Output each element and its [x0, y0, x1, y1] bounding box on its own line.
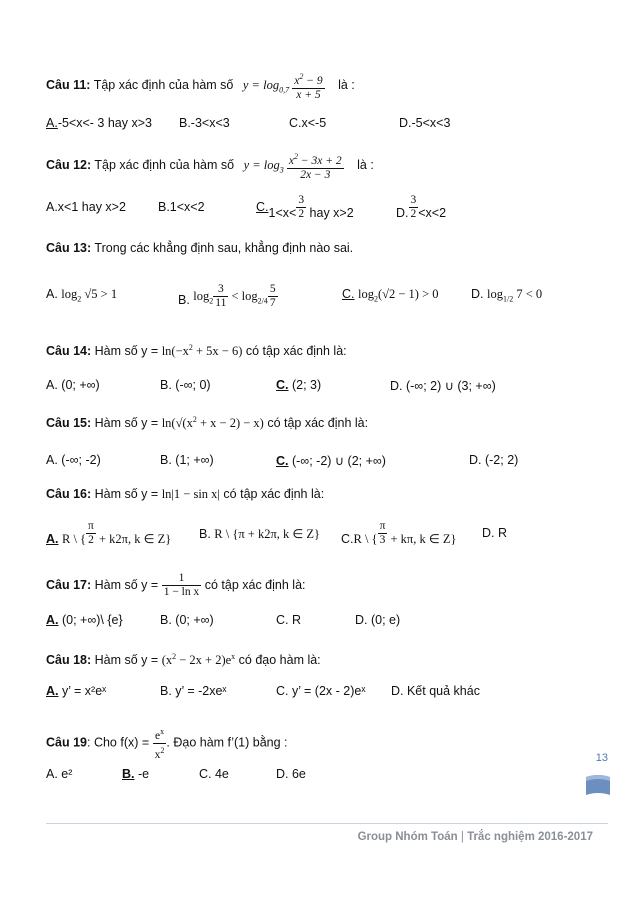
math-expression: $y = \log_3$ $\frac{x^2 - 3x + 2}{2x - 3}$ — [243, 152, 342, 181]
question-text: Trong các khẳng định sau, khẳng định nào sai. — [94, 241, 354, 255]
option-a[interactable]: A. R \ { $\frac{\pi}{2}$ + k2π, k ∈ Z} — [46, 520, 172, 546]
question-after: có tập xác định là: — [245, 344, 347, 359]
question-19 — [46, 725, 288, 762]
option-b[interactable]: B. R \ {π + k2π, k ∈ Z} — [199, 527, 321, 541]
option-c[interactable]: C. R — [276, 613, 301, 627]
question-text: Hàm số y = — [94, 577, 159, 592]
math-expression: $y = \log_{0,7}$ $\frac{x^2 - 9}{x + 5}$ — [242, 72, 323, 101]
option-b[interactable]: B.-3<x<3 — [179, 116, 230, 130]
question-18 — [46, 649, 321, 668]
option-d[interactable]: D. $\frac{3}{2}$ <x<2 — [396, 194, 447, 220]
question-text: Hàm số y = — [94, 416, 159, 431]
question-label: Câu 14: — [46, 344, 92, 359]
question-after: có tập xác định là: — [267, 416, 369, 431]
option-b[interactable]: B. y’ = -2xeˣ — [160, 684, 227, 698]
option-b[interactable]: B. (-∞; 0) — [160, 378, 211, 392]
question-label: Câu 13: — [46, 241, 92, 255]
option-c[interactable]: C. y’ = (2x - 2)eˣ — [276, 684, 366, 698]
question-label: Câu 16: — [46, 487, 92, 501]
option-a[interactable]: A. (0; +∞)\ {e} — [46, 613, 123, 627]
option-b[interactable]: B. $\log_2$ $\frac{3}{11}$ < $\log_{2/4}$ $\frac{5}{7}$ — [178, 283, 276, 309]
option-b[interactable]: B. (0; +∞) — [160, 613, 214, 627]
math-expression: $\frac{e^x}{x^2}$ — [154, 727, 165, 761]
option-a[interactable]: A. (-∞; -2) — [46, 453, 101, 467]
option-d[interactable]: D. R — [482, 526, 507, 540]
math-expression: $\ln(√(x^2 + x - 2) - x)$ — [161, 415, 264, 431]
question-label: Câu 17: — [46, 577, 92, 592]
option-a[interactable]: A. $\log_2 √5 > 1$ — [46, 287, 118, 304]
footer — [358, 831, 593, 843]
question-15 — [46, 412, 368, 431]
question-14 — [46, 340, 347, 359]
page-tab-icon — [584, 773, 612, 797]
question-after: có đạo hàm là: — [238, 653, 321, 668]
question-text: Hàm số y = — [94, 487, 159, 501]
question-text: Hàm số y = — [94, 653, 159, 668]
footer-title: Trắc nghiệm 2016-2017 — [467, 831, 593, 843]
question-label: Câu 11: — [46, 77, 91, 92]
option-a[interactable]: A.-5<x<- 3 hay x>3 — [46, 116, 152, 130]
page-number: 13 — [595, 752, 608, 764]
footer-group: Group Nhóm Toán — [357, 831, 458, 843]
question-11 — [46, 70, 355, 102]
question-text: Tập xác định của hàm số — [94, 157, 235, 172]
option-a[interactable]: A.x<1 hay x>2 — [46, 200, 126, 214]
question-after: có tập xác định là: — [223, 487, 325, 501]
option-b[interactable]: B.1<x<2 — [158, 200, 205, 214]
option-a[interactable]: A. e² — [46, 767, 73, 781]
option-c[interactable]: C.x<-5 — [289, 116, 327, 130]
option-c[interactable]: C.R \ { $\frac{\pi}{3}$ + kπ, k ∈ Z} — [341, 520, 457, 546]
option-a[interactable]: A. y’ = x²eˣ — [46, 684, 107, 698]
question-17 — [46, 572, 306, 599]
option-d[interactable]: D. Kết quả khác — [391, 684, 480, 698]
question-label: Câu 15: — [46, 416, 92, 431]
question-13 — [46, 240, 353, 256]
option-a[interactable]: A. (0; +∞) — [46, 378, 100, 392]
option-d[interactable]: D.-5<x<3 — [399, 116, 451, 130]
option-c[interactable]: C. $\log_2(√2 - 1) > 0$ — [342, 287, 439, 304]
question-after: có tập xác định là: — [204, 577, 306, 592]
option-d[interactable]: D. (-2; 2) — [469, 453, 519, 467]
question-after: là : — [357, 157, 374, 172]
option-c[interactable]: C. (-∞; -2) ∪ (2; +∞) — [276, 454, 386, 468]
option-d[interactable]: D. $\log_{1/2} 7 < 0$ — [471, 287, 543, 304]
question-label: Câu 19 — [46, 735, 87, 750]
math-expression: $\frac{1}{\text{1 − ln x}}$ — [163, 572, 200, 598]
option-c[interactable]: C. (2; 3) — [276, 378, 322, 392]
question-label: Câu 18: — [46, 653, 92, 668]
math-expression: $\ln(-x^2 + 5x - 6)$ — [161, 343, 243, 359]
option-c[interactable]: C. 4e — [199, 767, 229, 781]
question-after: . Đạo hàm f’(1) bằng : — [166, 735, 288, 750]
question-after: là : — [338, 77, 355, 92]
math-expression: ln|1 − sin x| — [161, 487, 220, 501]
question-text: : Cho f(x) = — [87, 735, 150, 750]
question-text: Tập xác định của hàm số — [93, 77, 234, 92]
option-c[interactable]: C.1<x< $\frac{3}{2}$ hay x>2 — [256, 194, 354, 220]
option-d[interactable]: D. 6e — [276, 767, 306, 781]
math-expression: $(x^2 - 2x + 2)e^x$ — [161, 652, 236, 668]
option-d[interactable]: D. (0; e) — [355, 613, 401, 627]
option-d[interactable]: D. (-∞; 2) ∪ (3; +∞) — [390, 379, 496, 393]
question-text: Hàm số y = — [94, 344, 159, 359]
question-12 — [46, 150, 374, 182]
question-label: Câu 12: — [46, 157, 92, 172]
question-16 — [46, 486, 324, 502]
option-b[interactable]: B. (1; +∞) — [160, 453, 214, 467]
footer-separator: | — [460, 831, 464, 843]
option-b[interactable]: B. -e — [122, 767, 150, 781]
footer-divider — [46, 823, 608, 824]
